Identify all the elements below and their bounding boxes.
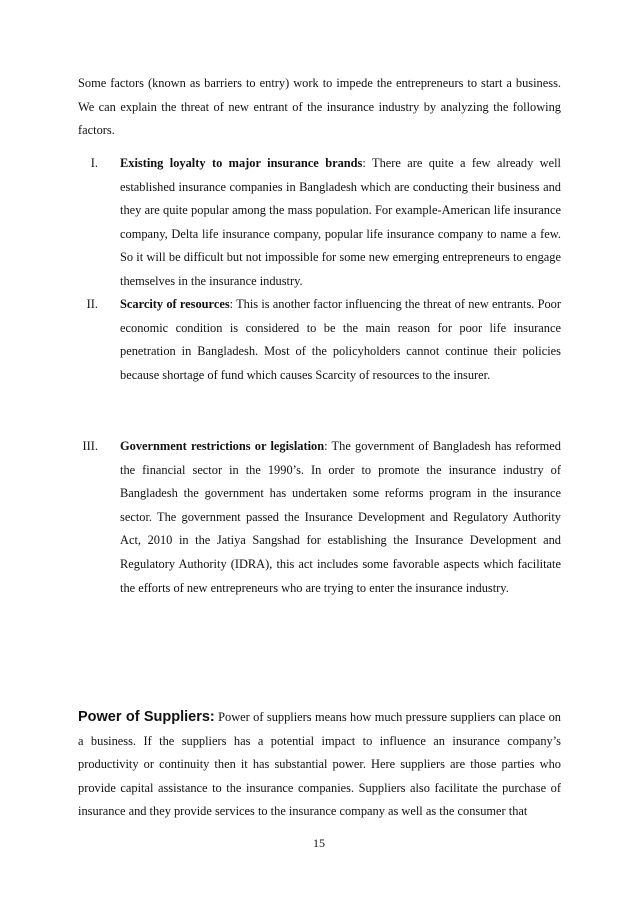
factor-body — [120, 435, 561, 600]
factor-body — [120, 293, 561, 387]
suppliers-paragraph — [78, 706, 561, 824]
factor-title: Scarcity of resources — [120, 297, 230, 311]
factor-numeral: I. — [90, 156, 98, 170]
intro-paragraph: Some factors (known as barriers to entry) work to impede the entrepreneurs to start a business. We can explain the threat of new entrant of the insurance industry by analyzing the following factors. — [78, 76, 561, 138]
suppliers-heading: Power of Suppliers: — [78, 709, 215, 725]
suppliers-text: Power of suppliers means how much pressure suppliers can place on a business. If the suppliers has a potential impact to influence an insurance company’s productivity or continuity then it has substantial power. Here suppliers are those parties who provide capital assistance to the insurance companies. Suppliers also facilitate the purchase of insurance and they provide services to the insurance company as well as the consumer that — [78, 710, 561, 819]
factor-numeral: II. — [86, 297, 98, 311]
factor-numeral: III. — [82, 439, 98, 453]
factor-text: : This is another factor influencing the threat of new entrants. Poor economic condition is considered to be the main reason for poor life insurance penetration in Bangladesh. Most of the policyholders cannot continue their policies because shortage of fund which causes Scarcity of resources to the insurer. — [120, 297, 561, 382]
factor-text: : There are quite a few already well established insurance companies in Bangladesh which are conducting their business and they are quite popular among the mass population. For example-American life insurance company, Delta life insurance company, popular life insurance company to name a few. So it will be difficult but not impossible for some new emerging entrepreneurs to engage themselves in the insurance industry. — [120, 156, 561, 288]
factor-body — [120, 152, 561, 294]
factor-title: Government restrictions or legislation — [120, 439, 325, 453]
page-number: 15 — [313, 836, 325, 850]
factor-title: Existing loyalty to major insurance brands — [120, 156, 363, 170]
factor-text: : The government of Bangladesh has reformed the financial sector in the 1990’s. In order to promote the insurance industry of Bangladesh the government has undertaken some reforms program in the insurance sector. The government passed the Insurance Development and Regulatory Authority Act, 2010 in the Jatiya Sangshad for establishing the Insurance Development and Regulatory Authority (IDRA), this act includes some favorable aspects which facilitate the efforts of new entrepreneurs who are trying to enter the insurance industry. — [120, 439, 561, 595]
